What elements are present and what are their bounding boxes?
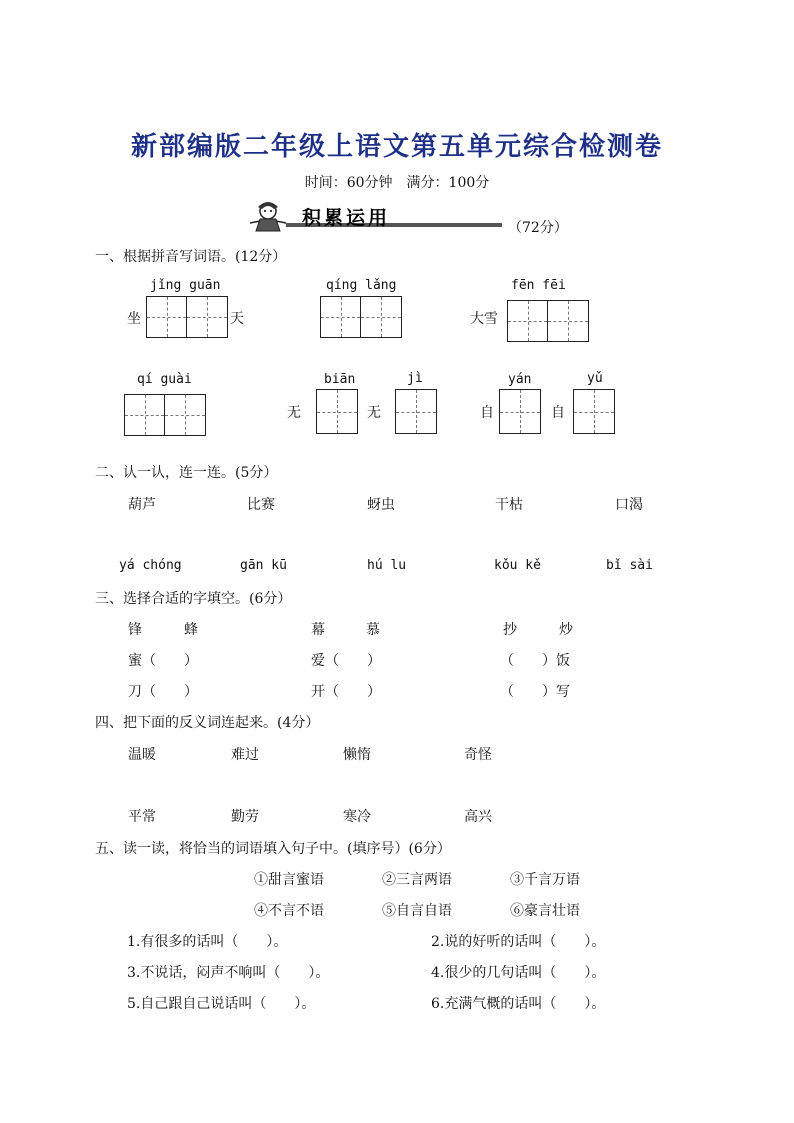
fill-blank[interactable]: 开（ ） [311,684,381,700]
antonym-word[interactable]: 平常 [128,809,156,825]
fill-blank[interactable]: 刀（ ） [128,684,198,700]
char-choice: 幕 [311,622,325,638]
fill-item[interactable]: 6.充满气概的话叫（ ）。 [431,996,606,1012]
char-choice: 蜂 [184,622,198,638]
writing-grid-5[interactable] [316,389,358,434]
banner-label: 积累运用 [302,207,391,229]
section-1-heading: 一、根据拼音写词语。(12分） [95,249,287,265]
fill-item[interactable]: 4.很少的几句话叫（ ）。 [431,965,606,981]
section-3-heading: 三、选择合适的字填空。(6分） [95,591,292,607]
writing-grid-7[interactable] [499,389,541,434]
fill-item[interactable]: 1.有很多的话叫（ ）。 [127,934,288,950]
phrase-option: ⑤自言自语 [382,903,452,919]
antonym-word[interactable]: 勤劳 [231,809,259,825]
match-word[interactable]: 口渴 [615,497,643,513]
writing-grid-8[interactable] [573,389,615,434]
banner-score: （72分） [508,220,568,236]
antonym-word[interactable]: 高兴 [464,809,492,825]
mascot-icon [246,199,290,233]
pinyin-2: qíng lǎng [326,278,397,293]
char-choice: 慕 [366,622,380,638]
match-pinyin[interactable]: hú lu [367,558,407,573]
fill-blank[interactable]: 蜜（ ） [128,653,198,669]
writing-grid-1[interactable] [146,296,228,338]
writing-grid-2[interactable] [320,296,402,338]
match-pinyin[interactable]: kǒu kě [494,558,541,573]
fill-item[interactable]: 2.说的好听的话叫（ ）。 [431,934,606,950]
word-prefix-8: 自 [551,405,565,421]
section-4-heading: 四、把下面的反义词连起来。(4分） [95,715,320,731]
fill-blank[interactable]: （ ）饭 [500,653,570,669]
pinyin-7: yán [508,372,532,387]
writing-grid-6[interactable] [395,389,437,434]
section-banner [246,199,504,233]
antonym-word[interactable]: 难过 [231,747,259,763]
match-pinyin[interactable]: gān kū [240,558,287,573]
match-word[interactable]: 干枯 [495,497,523,513]
fill-item[interactable]: 3.不说话，闷声不响叫（ ）。 [127,965,330,981]
phrase-option: ①甜言蜜语 [254,872,324,888]
word-prefix-5: 无 [287,405,301,421]
match-pinyin[interactable]: bǐ sài [606,558,653,573]
phrase-option: ⑥豪言壮语 [510,903,580,919]
section-5-heading: 五、读一读，将恰当的词语填入句子中。(填序号）(6分） [95,841,451,857]
phrase-option: ②三言两语 [382,872,452,888]
char-choice: 锋 [128,622,142,638]
pinyin-5: biān [324,372,356,387]
word-prefix-7: 自 [480,405,494,421]
word-prefix-3: 大雪 [470,311,498,327]
page-title: 新部编版二年级上语文第五单元综合检测卷 [130,132,663,162]
match-word[interactable]: 葫芦 [128,497,156,513]
phrase-option: ③千言万语 [510,872,580,888]
pinyin-3: fēn fēi [511,278,566,293]
fill-blank[interactable]: 爱（ ） [311,653,381,669]
pinyin-8: yǔ [587,371,603,386]
phrase-option: ④不言不语 [254,903,324,919]
fill-item[interactable]: 5.自己跟自己说话叫（ ）。 [127,996,316,1012]
writing-grid-4[interactable] [124,394,206,436]
antonym-word[interactable]: 懒惰 [343,747,371,763]
section-2-heading: 二、认一认，连一连。(5分） [95,465,278,481]
char-choice: 炒 [559,622,573,638]
pinyin-6: jì [407,371,423,386]
pinyin-4: qí guài [137,372,192,387]
match-word[interactable]: 蚜虫 [367,497,395,513]
writing-grid-3[interactable] [507,300,589,342]
antonym-word[interactable]: 奇怪 [464,747,492,763]
exam-info: 时间：60分钟 满分：100分 [304,175,490,191]
match-pinyin[interactable]: yá chóng [119,558,182,573]
word-prefix-6: 无 [367,405,381,421]
word-prefix-1: 坐 [127,311,141,327]
antonym-word[interactable]: 温暖 [128,747,156,763]
word-suffix-1: 天 [230,311,244,327]
antonym-word[interactable]: 寒冷 [343,809,371,825]
char-choice: 抄 [503,622,517,638]
match-word[interactable]: 比赛 [247,497,275,513]
pinyin-1: jǐng guān [150,278,221,293]
fill-blank[interactable]: （ ）写 [500,684,570,700]
